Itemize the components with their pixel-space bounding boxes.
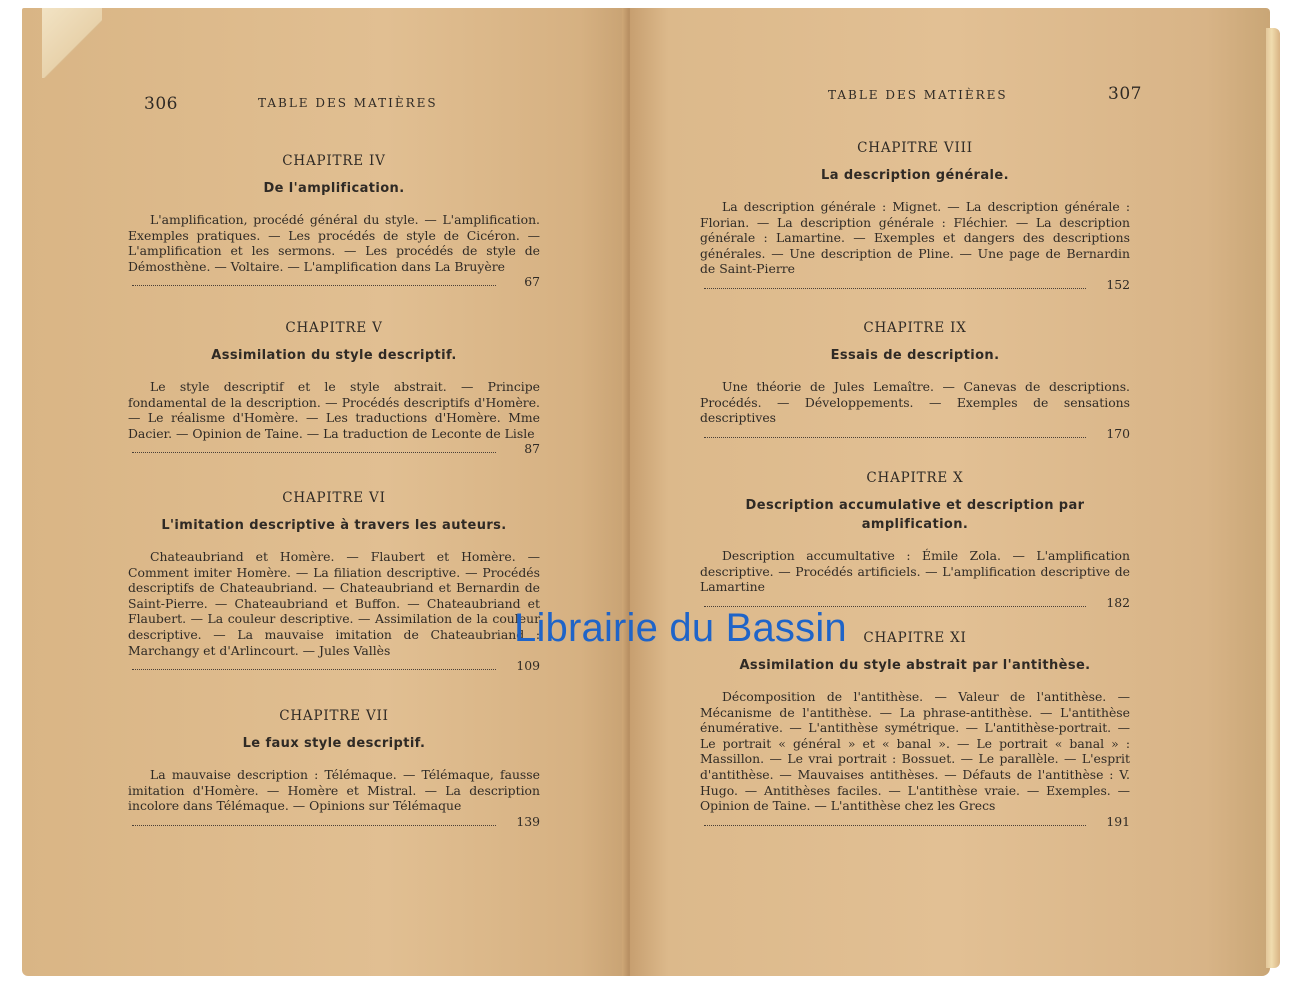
page-edges — [1266, 28, 1280, 968]
chapter-title: Assimilation du style descriptif. — [211, 348, 457, 363]
left-page — [22, 8, 628, 976]
page-reference — [128, 658, 540, 674]
folded-corner — [42, 8, 102, 78]
left-page-number: 306 — [144, 94, 178, 114]
chapter-summary: Description accumultative : Émile Zola. — L'amplification descriptive. — Procédés artificiels. — L'amplification descriptive de Lamartine — [700, 548, 1130, 595]
chapter-summary: La description générale : Mignet. — La description générale : Florian. — La description générale : Fléchier. — La description générale : Lamartine. — Exemples et dangers des descriptions générales. — Une description de Pline. — Une page de Bernardin de Saint-Pierre — [700, 199, 1130, 277]
chapter-label: CHAPITRE V — [285, 320, 383, 336]
toc-entry-chapitre-viii — [700, 140, 1130, 293]
chapter-label: CHAPITRE VIII — [857, 140, 973, 156]
page-ref-number: 152 — [1106, 276, 1130, 292]
toc-entry-chapitre-vi — [128, 490, 540, 674]
chapter-label: CHAPITRE IV — [282, 153, 386, 169]
page-reference — [700, 277, 1130, 293]
page-ref-number: 87 — [524, 441, 540, 457]
toc-entry-chapitre-x — [700, 470, 1130, 611]
page-ref-number: 182 — [1106, 594, 1130, 610]
chapter-summary: L'amplification, procédé général du style. — L'amplification. Exemples pratiques. — Les procédés de style de Cicéron. — L'amplification et les sermons. — Les procédés de style de Démosthène. — Voltaire. — L'amplification dans La Bruyère — [128, 212, 540, 274]
toc-entry-chapitre-v — [128, 320, 540, 457]
chapter-label: CHAPITRE IX — [863, 320, 967, 336]
open-book — [22, 0, 1272, 1000]
chapter-title: De l'amplification. — [263, 181, 405, 196]
toc-entry-chapitre-xi — [700, 630, 1130, 830]
chapter-summary: La mauvaise description : Télémaque. — Télémaque, fausse imitation d'Homère. — Homère et Mistral. — La description incolore dans Télémaque. — Opinions sur Télémaque — [128, 767, 540, 814]
page-ref-number: 139 — [516, 813, 540, 829]
chapter-title: Assimilation du style abstrait par l'antithèse. — [739, 658, 1091, 673]
page-reference — [128, 274, 540, 290]
chapter-title: Le faux style descriptif. — [242, 736, 426, 751]
page-reference — [700, 426, 1130, 442]
chapter-title: Description accumulative et description par amplification. — [745, 498, 1085, 532]
right-page — [630, 8, 1270, 976]
toc-entry-chapitre-vii — [128, 708, 540, 830]
chapter-summary: Chateaubriand et Homère. — Flaubert et Homère. — Comment imiter Homère. — La filiation descriptive. — Procédés descriptifs de Chateaubriand. — Chateaubriand et Bernardin de Saint-Pierre. — Chateaubriand et Buffon. — Chateaubriand et Flaubert. — La couleur descriptive. — Assimilation de la couleur descriptive. — La mauvaise imitation de Chateaubriand : Marchangy et d'Arlincourt. — Jules Vallès — [128, 549, 540, 658]
right-page-number: 307 — [1108, 84, 1142, 104]
chapter-summary: Le style descriptif et le style abstrait. — Principe fondamental de la description. — Procédés descriptifs d'Homère. — Le réalisme d'Homère. — Les traductions d'Homère. Mme Dacier. — Opinion de Taine. — La traduction de Leconte de Lisle — [128, 379, 540, 441]
chapter-title: Essais de description. — [830, 348, 1000, 363]
watermark-text: Librairie du Bassin — [514, 606, 847, 650]
page-reference — [128, 814, 540, 830]
page-ref-number: 191 — [1106, 813, 1130, 829]
page-ref-number: 67 — [524, 274, 540, 290]
page-ref-number: 109 — [516, 658, 540, 674]
toc-entry-chapitre-iv — [128, 153, 540, 290]
toc-entry-chapitre-ix — [700, 320, 1130, 442]
chapter-label: CHAPITRE X — [866, 470, 964, 486]
chapter-title: La description générale. — [821, 168, 1009, 183]
chapter-label: CHAPITRE XI — [863, 630, 967, 646]
chapter-label: CHAPITRE VI — [282, 490, 386, 506]
chapter-title: L'imitation descriptive à travers les auteurs. — [161, 518, 507, 533]
page-reference — [700, 814, 1130, 830]
right-running-header: TABLE DES MATIÈRES — [828, 88, 1008, 102]
page-reference — [128, 441, 540, 457]
chapter-summary: Une théorie de Jules Lemaître. — Canevas de descriptions. Procédés. — Développements. — Exemples de sensations descriptives — [700, 379, 1130, 426]
chapter-summary: Décomposition de l'antithèse. — Valeur de l'antithèse. — Mécanisme de l'antithèse. — La phrase-antithèse. — L'antithèse énumérative. — L'antithèse symétrique. — L'antithèse-portrait. — Le portrait « général » et « banal ». — Le portrait « banal » : Massillon. — Le vrai portrait : Bossuet. — Le parallèle. — L'esprit d'antithèse. — Mauvaises antithèses. — Défauts de l'antithèse : V. Hugo. — Antithèses faciles. — L'antithèse vraie. — Exemples. — Opinion de Taine. — L'antithèse chez les Grecs — [700, 689, 1130, 814]
page-ref-number: 170 — [1106, 425, 1130, 441]
left-running-header: TABLE DES MATIÈRES — [258, 96, 438, 110]
chapter-label: CHAPITRE VII — [279, 708, 389, 724]
